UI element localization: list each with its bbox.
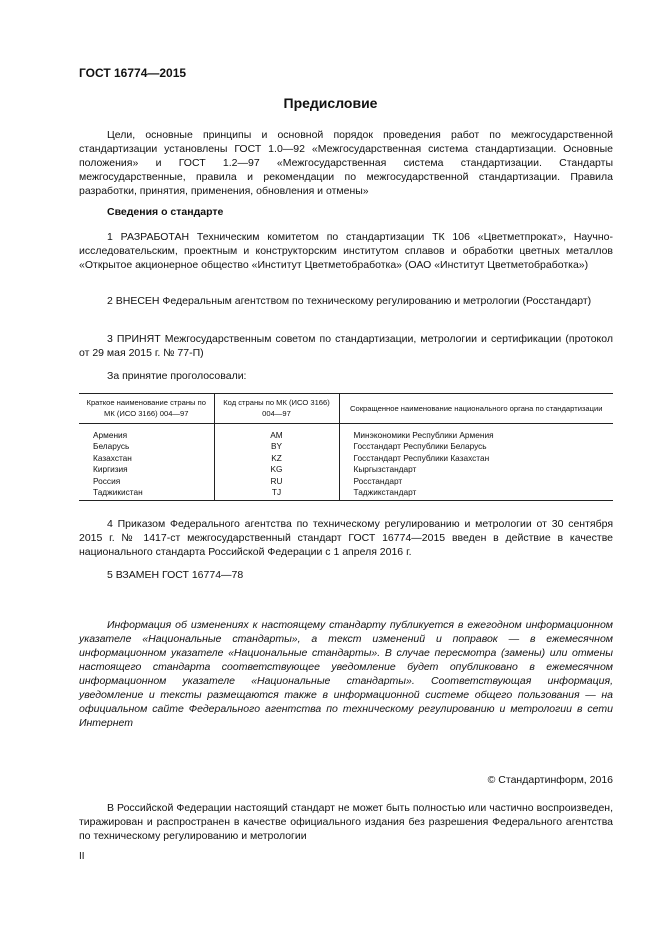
rights-paragraph: В Российской Федерации настоящий стандарт не может быть полностью или частично воспроизведен, тиражирован и распространен в качестве официального издания без разрешения Федерального агентства по техническому регулированию и метрологии [79,802,613,842]
table-row [79,424,613,442]
table-cell-country: Россия [93,475,121,486]
page-title: Предисловие [283,95,378,111]
table-cell-country: Таджикистан [79,487,214,501]
item-2-paragraph: 2 ВНЕСЕН Федеральным агентством по техническому регулированию и метрологии (Росстандарт) [107,295,592,307]
table-row [79,453,613,464]
table-row [79,487,613,501]
item-5-paragraph: 5 ВЗАМЕН ГОСТ 16774—78 [107,569,244,581]
voted-label: За принятие проголосовали: [107,370,247,382]
table-cell-body: Таджикстандарт [339,487,613,501]
table-cell-body: Росстандарт [339,476,613,487]
copyright-notice: © Стандартинформ, 2016 [487,774,613,786]
page-number: II [79,851,85,862]
table-cell-code: RU [214,476,339,487]
table-cell-body: Кыргызстандарт [339,464,613,475]
table-row [79,476,613,487]
table-cell-country: Киргизия [93,464,128,475]
section-heading: Сведения о стандарте [107,206,224,218]
table-row [79,464,613,475]
table-cell-code: BY [214,441,339,452]
table-cell-code: AM [214,424,339,442]
table-cell-body: Госстандарт Республики Беларусь [339,441,613,452]
table-header-row [79,394,613,424]
document-code: ГОСТ 16774—2015 [79,66,187,80]
table-cell-country: Армения [93,430,128,440]
table-header-country: Краткое наименование страны по МК (ИСО 3166) 004—97 [79,394,214,424]
intro-paragraph: Цели, основные принципы и основной порядок проведения работ по межгосударственной стандартизации установлены ГОСТ 1.0—92 «Межгосударственная система стандартизации. Основные положения» и ГОСТ 1.2—97 «Межгосударственная система стандартизации. Стандарты межгосударственные, правила и рекомендации по межгосударственной стандартизации. Правила разработки, принятия, применения, обновления и отмены» [79,129,613,197]
table-cell-country: Казахстан [93,452,132,463]
table-cell-code: KG [214,464,339,475]
item-1-paragraph: 1 РАЗРАБОТАН Техническим комитетом по стандартизации ТК 106 «Цветметпрокат», Научно-исследовательским, проектным и конструкторским институтом сплавов и обработки цветных металлов «Открытое акционерное общество «Институт Цветметобработка» (ОАО «Институт Цветметобработка») [79,231,613,271]
voting-table [79,393,613,501]
table-cell-body: Госстандарт Республики Казахстан [339,453,613,464]
notice-paragraph: Информация об изменениях к настоящему стандарту публикуется в ежегодном информационном указателе «Национальные стандарты», а текст изменений и поправок — в ежемесячном информационном указателе «Национальные стандарты». В случае пересмотра (замены) или отмены настоящего стандарта соответствующее уведомление будет опубликовано в ежемесячном информационном указателе «Национальные стандарты». Соответствующая информация, уведомление и тексты размещаются также в информационной системе общего пользования — на официальном сайте Федерального агентства по техническому регулированию и метрологии в сети Интернет [79,619,613,729]
table-cell-body: Минэкономики Республики Армения [339,424,613,442]
table-header-body: Сокращенное наименование национального органа по стандартизации [339,394,613,424]
table-header-code: Код страны по МК (ИСО 3166) 004—97 [214,394,339,424]
table-cell-code: TJ [214,487,339,501]
item-4-paragraph: 4 Приказом Федерального агентства по техническому регулированию и метрологии от 30 сентября 2015 г. № 1417-ст межгосударственный стандарт ГОСТ 16774—2015 введен в действие в качестве национального стандарта Российской Федерации с 1 апреля 2016 г. [79,518,613,558]
table-cell-country: Беларусь [93,441,130,452]
table-row [79,441,613,452]
item-3-paragraph: 3 ПРИНЯТ Межгосударственным советом по стандартизации, метрологии и сертификации (протокол от 29 мая 2015 г. № 77-П) [79,333,613,359]
table-cell-code: KZ [214,453,339,464]
